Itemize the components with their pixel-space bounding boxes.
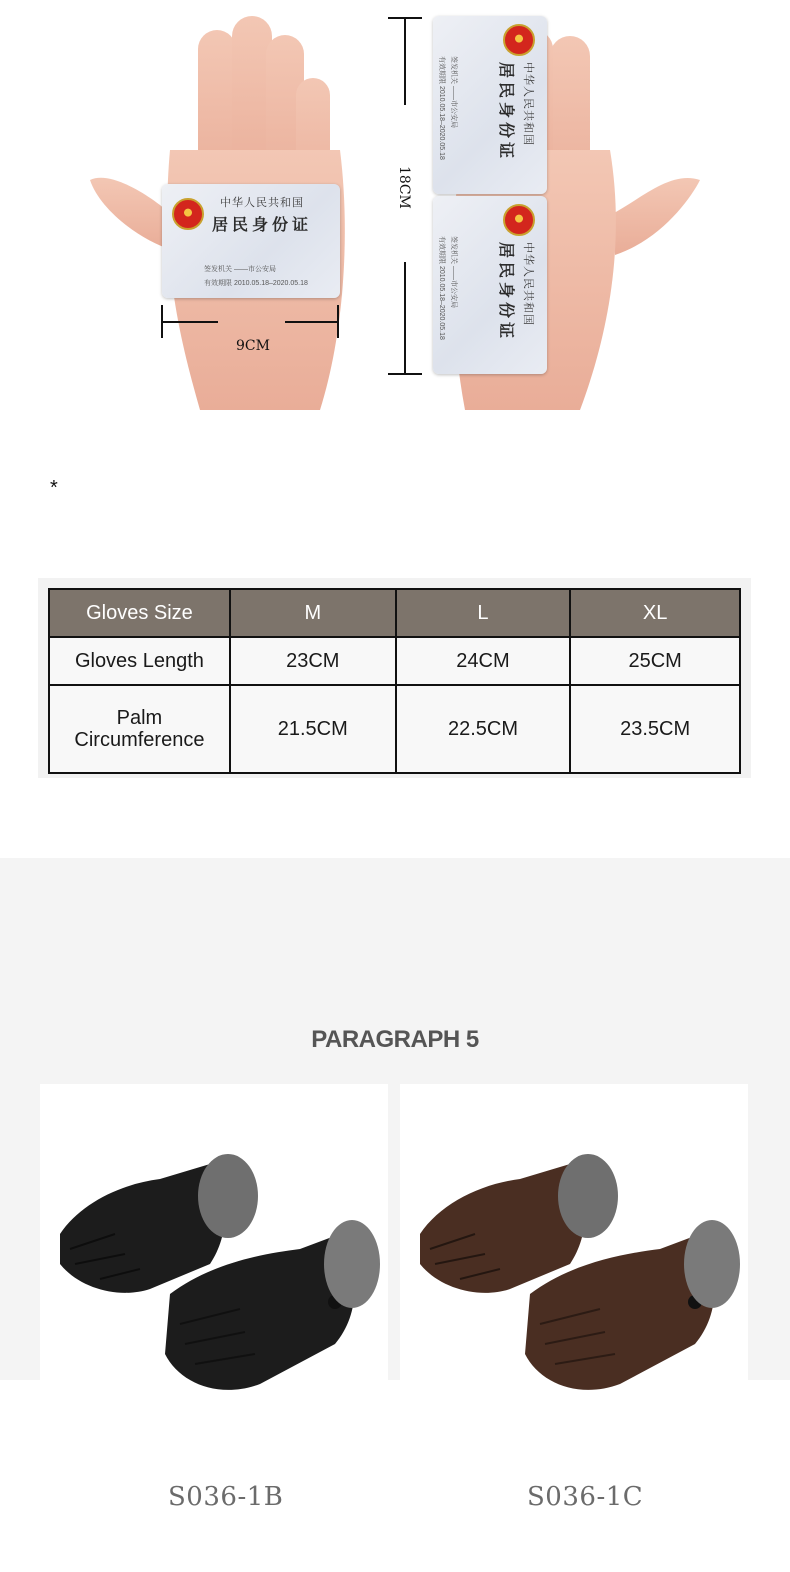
table-header-row: [49, 589, 740, 637]
table-row: [49, 637, 740, 685]
card-title: 居民身份证: [497, 62, 516, 163]
id-card-horizontal: [162, 184, 340, 298]
card-country-line: 中华人民共和国: [522, 62, 535, 146]
table-header-cell: L: [396, 589, 571, 637]
gloves-image: [40, 1084, 388, 1414]
size-table: [48, 588, 741, 774]
row-label-text: Palm Circumference: [74, 706, 205, 751]
national-emblem-icon: [172, 198, 204, 230]
note-asterisk: *: [50, 477, 58, 499]
fur-cuff: [198, 1154, 258, 1238]
product-sku[interactable]: S036-1C: [527, 1482, 644, 1512]
size-chart: [38, 578, 751, 778]
card-authority: 签发机关 ——市公安局: [204, 266, 276, 273]
table-cell: 22.5CM: [396, 685, 571, 773]
width-label: 9CM: [236, 338, 270, 354]
height-label: 18CM: [396, 166, 412, 209]
table-cell: 23CM: [230, 637, 396, 685]
fur-cuff: [684, 1220, 740, 1308]
gloves-image: [400, 1084, 748, 1414]
id-card-vertical-bottom: [433, 196, 547, 374]
national-emblem-icon: [503, 24, 535, 56]
product-card-brown[interactable]: [400, 1084, 748, 1414]
row-label-gloves-length: Gloves Length: [49, 637, 230, 685]
hand-size-illustration: [0, 0, 790, 420]
card-authority: 签发机关 ——市公安局: [450, 56, 457, 128]
card-country-line: 中华人民共和国: [220, 196, 304, 209]
id-card-vertical-top: [433, 16, 547, 194]
table-cell: 21.5CM: [230, 685, 396, 773]
table-cell: 23.5CM: [570, 685, 740, 773]
card-validity: 有效期限 2010.05.18–2020.05.18: [438, 236, 445, 340]
card-title: 居民身份证: [212, 215, 313, 234]
card-authority: 签发机关 ——市公安局: [450, 236, 457, 308]
row-label-palm-circumference: [49, 685, 230, 773]
card-title: 居民身份证: [497, 242, 516, 343]
section-title: PARAGRAPH 5: [311, 1026, 479, 1053]
card-validity: 有效期限 2010.05.18–2020.05.18: [204, 280, 308, 287]
table-header-cell: XL: [570, 589, 740, 637]
table-header-cell: Gloves Size: [49, 589, 230, 637]
table-header-cell: M: [230, 589, 396, 637]
product-card-black[interactable]: [40, 1084, 388, 1414]
table-cell: 25CM: [570, 637, 740, 685]
fur-cuff: [558, 1154, 618, 1238]
national-emblem-icon: [503, 204, 535, 236]
fur-cuff: [324, 1220, 380, 1308]
table-cell: 24CM: [396, 637, 571, 685]
product-sku[interactable]: S036-1B: [168, 1482, 284, 1512]
card-validity: 有效期限 2010.05.18–2020.05.18: [438, 56, 445, 160]
hands-image: [0, 0, 790, 420]
card-country-line: 中华人民共和国: [522, 242, 535, 326]
table-row: [49, 685, 740, 773]
